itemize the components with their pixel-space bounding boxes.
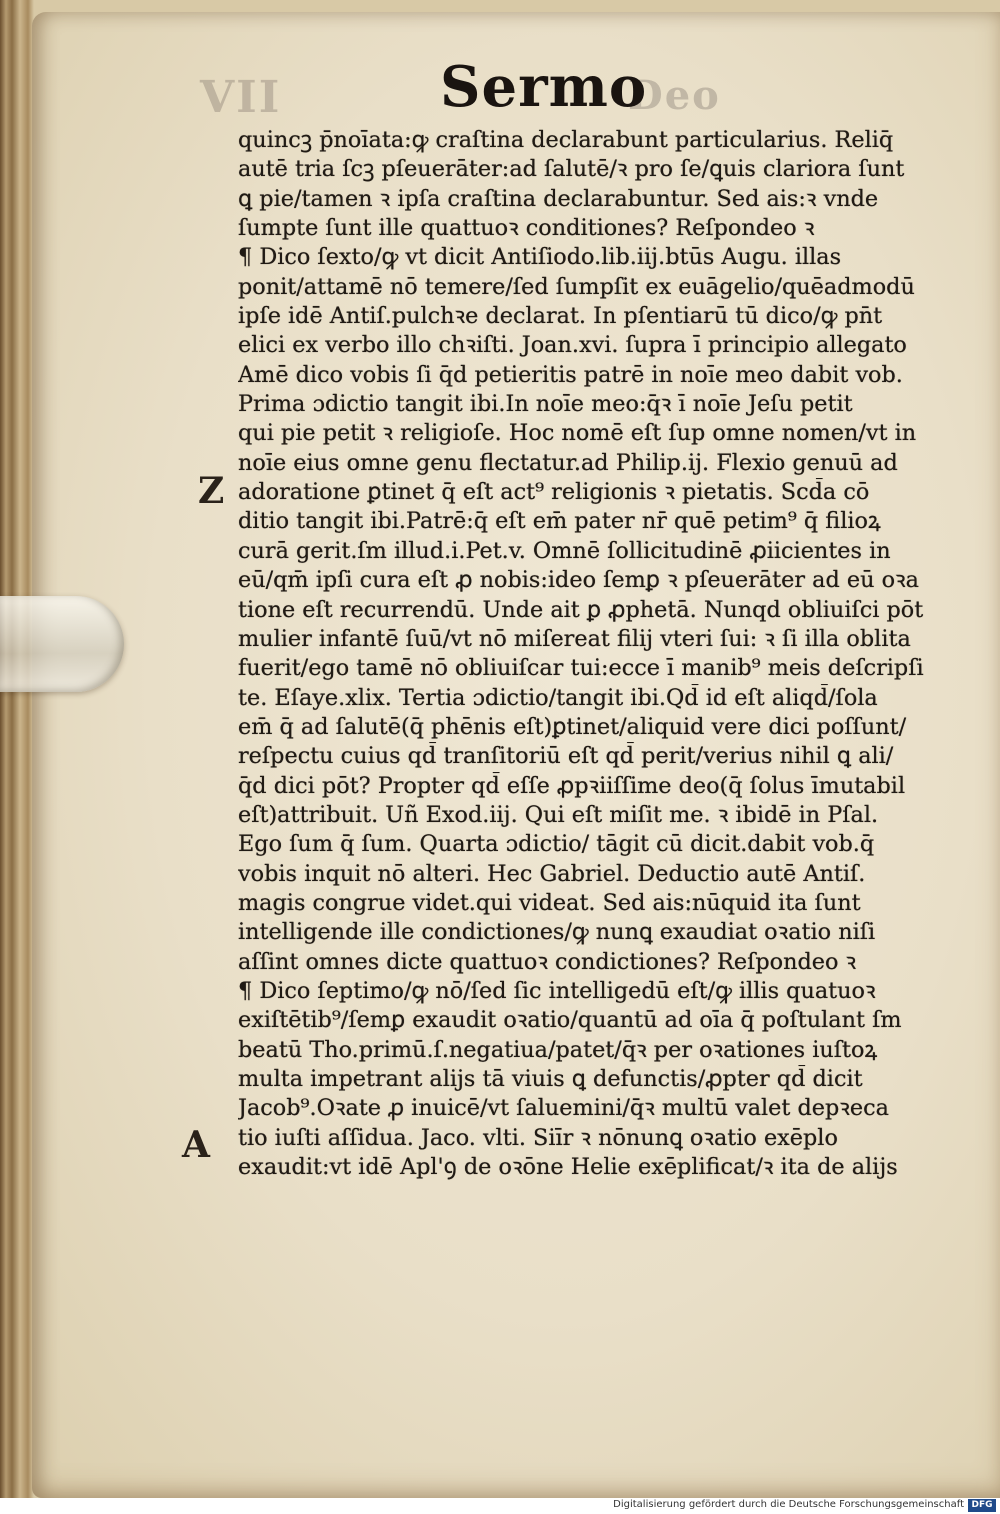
text-line: ponit/attamē nō temere/ſed ſumpſit ex euāgelio/quēadmodū — [238, 273, 915, 300]
page-clip — [0, 596, 124, 692]
text-line: elici ex verbo illo chꝛiſti. Joan.xvi. ſupra ī principio allegato — [238, 332, 907, 359]
text-line: ſumpte ſunt ille quattuoꝛ conditiones? Reſpondeo ꝛ — [238, 215, 815, 242]
bleed-through-word: Deo — [628, 72, 721, 119]
text-line: aſſint omnes dicte quattuoꝛ condictiones? Reſpondeo ꝛ — [238, 948, 857, 975]
text-line: multa impetrant alijs tā viuis ꝗ defunctis/ꝓpter qd̄ dicit — [238, 1066, 863, 1092]
text-line: Ego ſum q̄ ſum. Quarta ɔdictio/ tāgit cū dicit.dabit vob.q̄ — [238, 831, 875, 858]
text-line: curā gerit.ſm illud.i.Pet.v. Omnē ſollicitudinē ꝓiicientes in — [238, 537, 891, 564]
text-line: qui pie petit ꝛ religioſe. Hoc nomē eſt ſup omne nomen/vt in — [238, 420, 917, 447]
text-line: tio iuſti aſſidua. Jaco. vlti. Siīr ꝛ nōnunꝗ oꝛatio exēplo — [238, 1124, 838, 1151]
text-line: noīe eius omne genu flectatur.ad Philip.ij. Flexio genuū ad — [238, 449, 898, 476]
text-line: quincꝫ p̄noīata:ꝙ craſtina declarabunt particularius. Reliq̄ — [238, 127, 894, 153]
text-line: eū/qm̄ ipſi cura eſt ꝓ nobis:ideo ſemꝑ ꝛ pſeuerāter ad eū oꝛa — [238, 567, 919, 594]
text-line: Jacob⁹.Oꝛate ꝓ inuicē/vt ſaluemini/q̄ꝛ multū valet depꝛeca — [238, 1095, 889, 1122]
body-text — [238, 126, 938, 1182]
bleed-through-numeral: VII — [200, 72, 282, 123]
text-line: vobis inquit nō alteri. Hec Gabriel. Deductio autē Antiſ. — [238, 860, 866, 887]
text-line: exiſtētib⁹/ſemꝑ exaudit oꝛatio/quantū ad oīa q̄ poſtulant ſm — [238, 1007, 902, 1034]
text-line: beatū Tho.primū.ſ.negatiua/patet/q̄ꝛ per oꝛationes iuſtoꝝ — [238, 1036, 878, 1063]
text-line: exaudit:vt idē Apl'ꝯ de oꝛōne Helie exēplificat/ꝛ ita de alijs — [238, 1154, 898, 1181]
text-line: te. Eſaye.xlix. Tertia ɔdictio/tangit ibi.Qd̄ id eſt aliqd̄/ſola — [238, 684, 878, 711]
text-line: q̄d dici pōt? Propter qd̄ eſſe ꝓpꝛiiſſime deo(q̄ ſolus īmutabil — [238, 772, 906, 799]
footer — [0, 1498, 1000, 1514]
text-line: em̄ q̄ ad ſalutē(q̄ phēnis eſt)ꝑtinet/aliquid vere dici poſſunt/ — [238, 713, 907, 740]
text-line: Prima ɔdictio tangit ibi.In noīe meo:q̄ꝛ ī noīe Jeſu petit — [238, 391, 853, 418]
funding-notice: Digitalisierung gefördert durch die Deutsche Forschungsgemeinschaft — [613, 1499, 964, 1510]
text-line: fuerit/ego tamē nō obliuiſcar tui:ecce ī manib⁹ meis deſcripſi — [238, 655, 924, 682]
text-line: mulier infantē ſuū/vt nō miſereat filij vteri ſui: ꝛ ſi illa oblita — [238, 625, 911, 652]
text-line: Amē dico vobis ſi q̄d petieritis patrē in noīe meo dabit vob. — [238, 361, 903, 388]
text-line: magis congrue videt.qui videat. Sed ais:nūquid ita ſunt — [238, 889, 861, 916]
text-line: tione eſt recurrendū. Unde ait ꝑ ꝓphetā. Nunqd obliuiſci pōt — [238, 596, 924, 623]
text-line: reſpectu cuius qd̄ tranſitoriū eſt qd̄ perit/verius nihil ꝗ ali/ — [238, 743, 894, 770]
text-line: adoratione ꝑtinet q̄ eſt act⁹ religionis ꝛ pietatis. Scd̄a cō — [238, 479, 870, 506]
dfg-logo: DFG — [968, 1499, 996, 1512]
running-title: Sermo — [440, 54, 648, 120]
text-line: ditio tangit ibi.Patrē:q̄ eſt em̄ pater nr̄ quē petim⁹ q̄ filioꝝ — [238, 508, 881, 535]
margin-letter-a: A — [182, 1124, 210, 1166]
text-line: ipſe idē Antiſ.pulchꝛe declarat. In pſentiarū tū dico/ꝙ pn̄t — [238, 303, 883, 330]
margin-letter-z: Z — [198, 470, 225, 512]
text-line: intelligende ille condictiones/ꝙ nunꝗ exaudiat oꝛatio niſi — [238, 919, 876, 946]
text-line: ¶ Dico ſeptimo/ꝙ nō/ſed ſic intelligedū eſt/ꝙ illis quatuoꝛ — [238, 977, 876, 1004]
text-line: autē tria ſcꝫ pſeuerāter:ad ſalutē/ꝛ pro ſe/ꝗuis clariora ſunt — [238, 156, 905, 183]
text-line: ꝗ pie/tamen ꝛ ipſa craſtina declarabuntur. Sed ais:ꝛ vnde — [238, 185, 879, 212]
text-line: eſt)attribuit. Uñ Exod.iij. Qui eſt miſit me. ꝛ ibidē in Pſal. — [238, 801, 879, 828]
text-line: ¶ Dico ſexto/ꝙ vt dicit Antiſiodo.lib.iij.btūs Augu. illas — [238, 244, 842, 271]
